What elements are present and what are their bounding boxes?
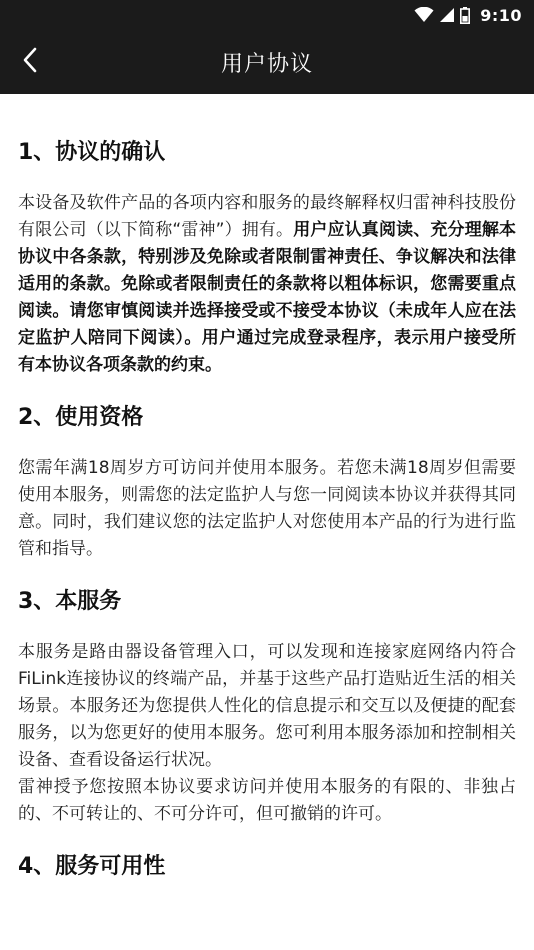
section-body-text: 本服务是路由器设备管理入口，可以发现和连接家庭网络内符合FiLink连接协议的终端产品，并基于这些产品打造贴近生活的相关场景。本服务还为您提供人性化的信息提示和交互以及便捷的配套服务，以为您更好的使用本服务。您可利用本服务添加和控制相关设备、查看设备运行状况。: [18, 642, 516, 770]
back-arrow-icon: [22, 47, 38, 77]
signal-icon: [440, 7, 454, 23]
clock: 9:10: [480, 5, 522, 25]
wifi-icon: [414, 7, 434, 23]
section-body: [18, 639, 516, 828]
page-title: 用户协议: [220, 51, 313, 77]
section-heading: 2、使用资格: [18, 405, 144, 430]
section-heading: 1、协议的确认: [18, 140, 166, 165]
section-heading: 4、服务可用性: [18, 854, 166, 879]
section-heading: 3、本服务: [18, 589, 122, 614]
section-body-text-2: 雷神授予您按照本协议要求访问并使用本服务的有限的、非独占的、不可转让的、不可分许可，但可撤销的许可。: [18, 777, 516, 824]
status-bar: [0, 0, 534, 30]
section-availability: [18, 852, 516, 882]
section-body-bold: 用户应认真阅读、充分理解本协议中各条款，特别涉及免除或者限制雷神责任、争议解决和法律适用的条款。免除或者限制责任的条款将以粗体标识，您需要重点阅读。请您审慎阅读并选择接受或不接受本协议（未成年人应在法定监护人陪同下阅读）。用户通过完成登录程序，表示用户接受所有本协议各项条款的约束。: [18, 220, 516, 375]
back-button[interactable]: [8, 40, 52, 84]
app-bar: [0, 30, 534, 94]
section-body: 您需年满18周岁方可访问并使用本服务。若您未满18周岁但需要使用本服务，则需您的法定监护人与您一同阅读本协议并获得其同意。同时，我们建议您的法定监护人对您使用本产品的行为进行监管和指导。: [18, 458, 516, 559]
section-body-plain: 本设备及软件产品的各项内容和服务的最终解释权归雷神科技股份有限公司（以下简称“雷神”）拥有。: [18, 193, 516, 240]
battery-icon: [460, 7, 470, 24]
section-agreement-confirmation: [18, 138, 516, 379]
section-eligibility: [18, 403, 516, 563]
agreement-content: [0, 94, 534, 882]
section-body: [18, 190, 516, 379]
section-service: [18, 587, 516, 828]
